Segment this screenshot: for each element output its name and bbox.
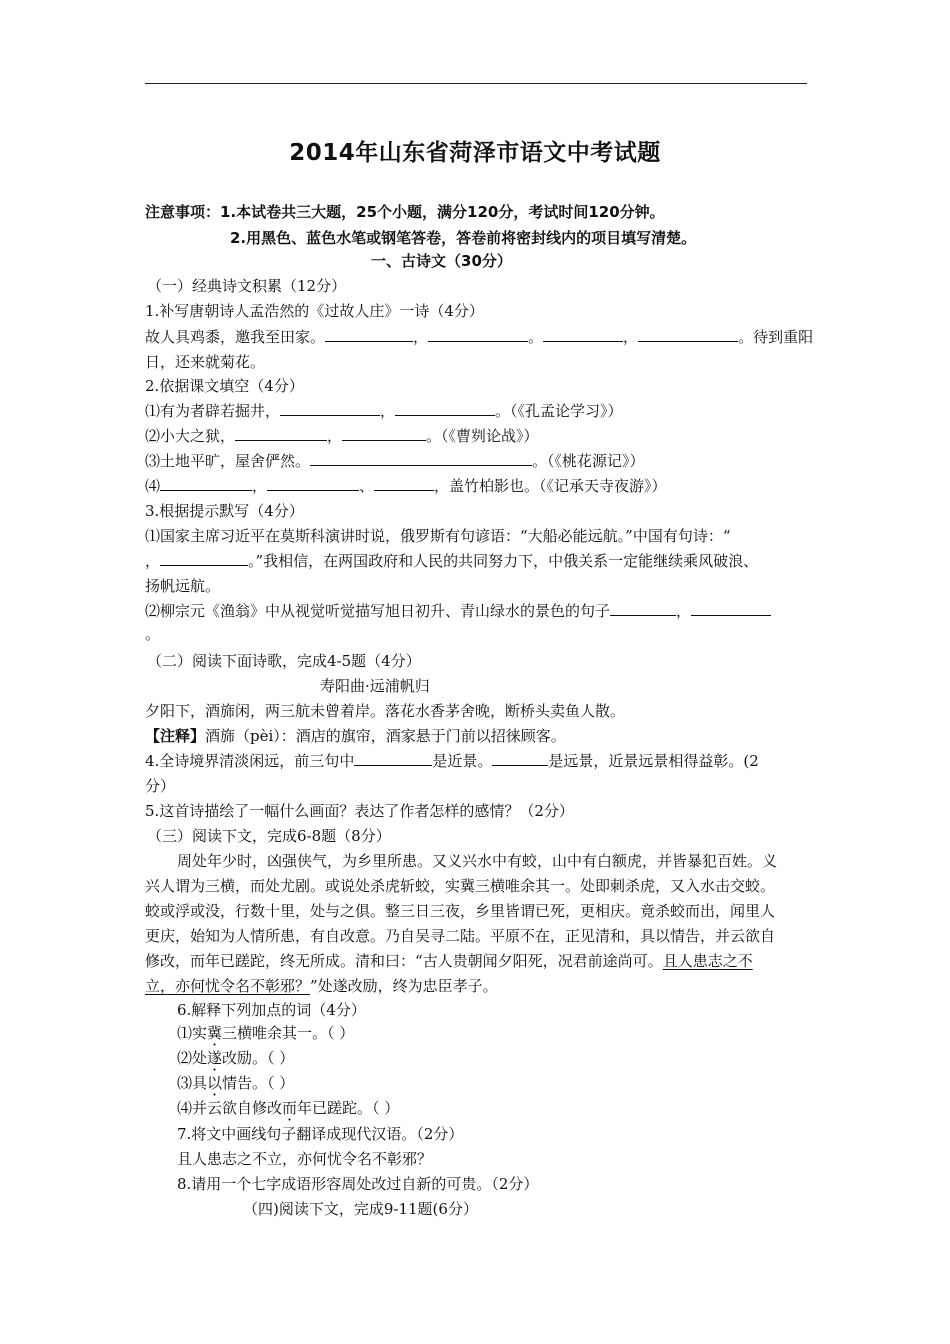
part-1-heading: （一）经典诗文积累（12分） — [147, 277, 347, 295]
q2-item-3 — [145, 451, 645, 471]
q6-text: 年已蹉跎。（ ） — [297, 1099, 400, 1117]
q3-blank[interactable] — [610, 602, 676, 616]
q2-sep: ， — [327, 427, 343, 445]
q1-text: 。待到重阳 — [738, 328, 814, 346]
q4-blank[interactable] — [354, 752, 432, 766]
q6-stem: 6.解释下列加点的词（4分） — [177, 1001, 366, 1019]
passage-line: 兴人谓为三横，而处尤剧。或说处杀虎斩蛟，实冀三横唯余其一。处即刺杀虎，又入水击交蛟。 — [145, 877, 776, 895]
q2-text: ⑴有为者辟若掘井， — [145, 402, 281, 420]
underlined-sentence: 立，亦何忧令名不彰邪？ — [145, 977, 311, 995]
q3-text: 。”我相信，在两国政府和人民的共同努力下，中俄关系一定能继续乘风破浪、 — [248, 552, 759, 570]
notice-item-1: 1.本试卷共三大题，25个小题，满分120分，考试时间120分钟。 — [220, 203, 665, 221]
q2-text: ⑵小大之狱， — [145, 427, 236, 445]
q4-text: 是远景，近景远景相得益彰。(2 — [548, 752, 759, 770]
q8: 8.请用一个七字成语形容周处改过自新的可贵。（2分） — [177, 1175, 539, 1193]
q6-text: 改励。（ ） — [222, 1049, 295, 1067]
dotted-word: 以 — [207, 1074, 223, 1092]
q6-text: 情告。（ ） — [222, 1074, 295, 1092]
q2-text: ⑶土地平旷，屋舍俨然。 — [145, 452, 311, 470]
q2-item-1 — [145, 401, 623, 421]
q2-blank[interactable] — [395, 402, 495, 416]
notice-line-1 — [145, 202, 665, 222]
q1-line-2: 日，还来就菊花。 — [145, 353, 266, 371]
q3-sep: ， — [676, 602, 692, 620]
q2-stem: 2.依据课文填空（4分） — [145, 377, 304, 395]
poem-title: 寿阳曲·远浦帆归 — [320, 677, 430, 695]
q2-blank[interactable] — [374, 477, 434, 491]
q6-item-1 — [177, 1023, 354, 1043]
passage-text: ”处遂改励，终为忠臣孝子。 — [310, 977, 498, 995]
q2-text: 。（《曹刿论战》） — [426, 427, 539, 445]
q2-text: 。（《桃花源记》） — [532, 452, 645, 470]
q6-text: ⑷并云欲自修改 — [177, 1099, 283, 1117]
q6-text: ⑴实 — [177, 1024, 208, 1042]
passage-line: 周处年少时，凶强侠气，为乡里所患。又义兴水中有蛟，山中有白额虎，并皆暴犯百姓。义 — [177, 852, 778, 870]
passage-line — [145, 951, 753, 971]
q1-blank-3[interactable] — [543, 328, 623, 342]
q3-blank[interactable] — [160, 552, 248, 566]
q2-blank[interactable] — [342, 427, 426, 441]
dotted-word: 而 — [282, 1099, 298, 1117]
q1-sep: ， — [413, 328, 429, 346]
page-title: 2014年山东省菏泽市语文中考试题 — [289, 140, 661, 166]
part-4-heading: （四)阅读下文，完成9-11题(6分） — [243, 1200, 478, 1218]
q4-line-1 — [145, 751, 759, 771]
note-label: 【注释】 — [145, 727, 206, 745]
q2-sep: 、 — [359, 477, 375, 495]
q4-text: 4.全诗境界清淡闲远，前三句中 — [145, 752, 355, 770]
q4-blank[interactable] — [492, 752, 548, 766]
q1-blank-4[interactable] — [638, 328, 738, 342]
q1-line-1 — [145, 327, 813, 347]
passage-line: 更庆，始知为人情所患，有自改意。乃自吴寻二陆。平原不在，正见清和，具以情告，并云欲自 — [145, 927, 776, 945]
q3-item-1-line-1: ⑴国家主席习近平在莫斯科演讲时说，俄罗斯有句谚语：“大船必能远航。”中国有句诗：“ — [145, 527, 731, 545]
q3-text: ⑵柳宗元《渔翁》中从视觉听觉描写旭日初升、青山绿水的景色的句子 — [145, 602, 611, 620]
q2-blank[interactable] — [310, 452, 532, 466]
q2-blank[interactable] — [235, 427, 327, 441]
passage-line: 蛟或浮或没，行数十里，处与之俱。整三日三夜，乡里皆谓已死，更相庆。竟杀蛟而出，闻里人 — [145, 902, 776, 920]
part-3-heading: （三）阅读下文，完成6-8题（8分） — [147, 827, 391, 845]
q2-blank[interactable] — [160, 477, 252, 491]
q2-blank[interactable] — [280, 402, 380, 416]
q3-stem: 3.根据提示默写（4分） — [145, 502, 304, 520]
q1-text: 故人具鸡黍，邀我至田家。 — [145, 328, 326, 346]
dotted-word: 遂 — [207, 1049, 223, 1067]
q2-text: ，盖竹柏影也。（《记承天寺夜游》） — [434, 477, 667, 495]
q6-text: 三横唯余其一。（ ） — [222, 1024, 355, 1042]
poem-text: 夕阳下，酒旆闲，两三航未曾着岸。落花水香茅舍晚，断桥头卖鱼人散。 — [145, 702, 626, 720]
q5: 5.这首诗描绘了一幅什么画面？表达了作者怎样的感情？（2分） — [145, 802, 574, 820]
q1-blank-2[interactable] — [428, 328, 528, 342]
section-1-title: 一、古诗文（30分） — [371, 252, 512, 270]
q3-item-1-line-3: 扬帆远航。 — [145, 577, 221, 595]
q1-sep: ， — [623, 328, 639, 346]
q7-stem: 7.将文中画线句子翻译成现代汉语。（2分） — [177, 1125, 464, 1143]
note-text: 酒旆（pèi）：酒店的旗帘，酒家悬于门前以招徕顾客。 — [205, 727, 566, 745]
q6-text: ⑶具 — [177, 1074, 208, 1092]
dotted-word: 冀 — [207, 1024, 223, 1042]
q6-item-4 — [177, 1098, 399, 1118]
q3-item-1-line-2 — [145, 551, 758, 571]
q2-sep: ， — [252, 477, 268, 495]
passage-text: 修改，而年已蹉跎，终无所成。清和曰：“古人贵朝闻夕阳死，况君前途尚可。 — [145, 952, 663, 970]
q6-item-2 — [177, 1048, 294, 1068]
q2-text: 。（《孔孟论学习》） — [495, 402, 623, 420]
q2-blank[interactable] — [267, 477, 359, 491]
q2-text: ⑷ — [145, 477, 161, 495]
poem-note — [145, 726, 566, 746]
q3-item-2-line-2: 。 — [145, 625, 161, 643]
part-2-heading: （二）阅读下面诗歌，完成4-5题（4分） — [147, 652, 421, 670]
q4-text: 是近景。 — [432, 752, 493, 770]
q1-sep: 。 — [528, 328, 544, 346]
q2-sep: ， — [380, 402, 396, 420]
q2-item-4 — [145, 476, 667, 496]
underlined-sentence: 且人患志之不 — [662, 952, 753, 970]
notice-item-2: 2.用黑色、蓝色水笔或钢笔答卷，答卷前将密封线内的项目填写清楚。 — [230, 229, 697, 247]
q7-sentence: 且人患志之不立，亦何忧令名不彰邪？ — [177, 1150, 433, 1168]
notice-label: 注意事项： — [145, 203, 221, 221]
top-rule — [145, 83, 807, 84]
passage-line — [145, 976, 498, 996]
q3-item-2-line-1 — [145, 601, 771, 621]
q1-blank-1[interactable] — [325, 328, 413, 342]
q1-stem: 1.补写唐朝诗人孟浩然的《过故人庄》一诗（4分） — [145, 302, 484, 320]
q4-line-2: 分） — [145, 777, 176, 795]
q3-blank[interactable] — [691, 602, 771, 616]
q3-sep: ， — [145, 552, 161, 570]
q6-text: ⑵处 — [177, 1049, 208, 1067]
q2-item-2 — [145, 426, 539, 446]
q6-item-3 — [177, 1073, 294, 1093]
